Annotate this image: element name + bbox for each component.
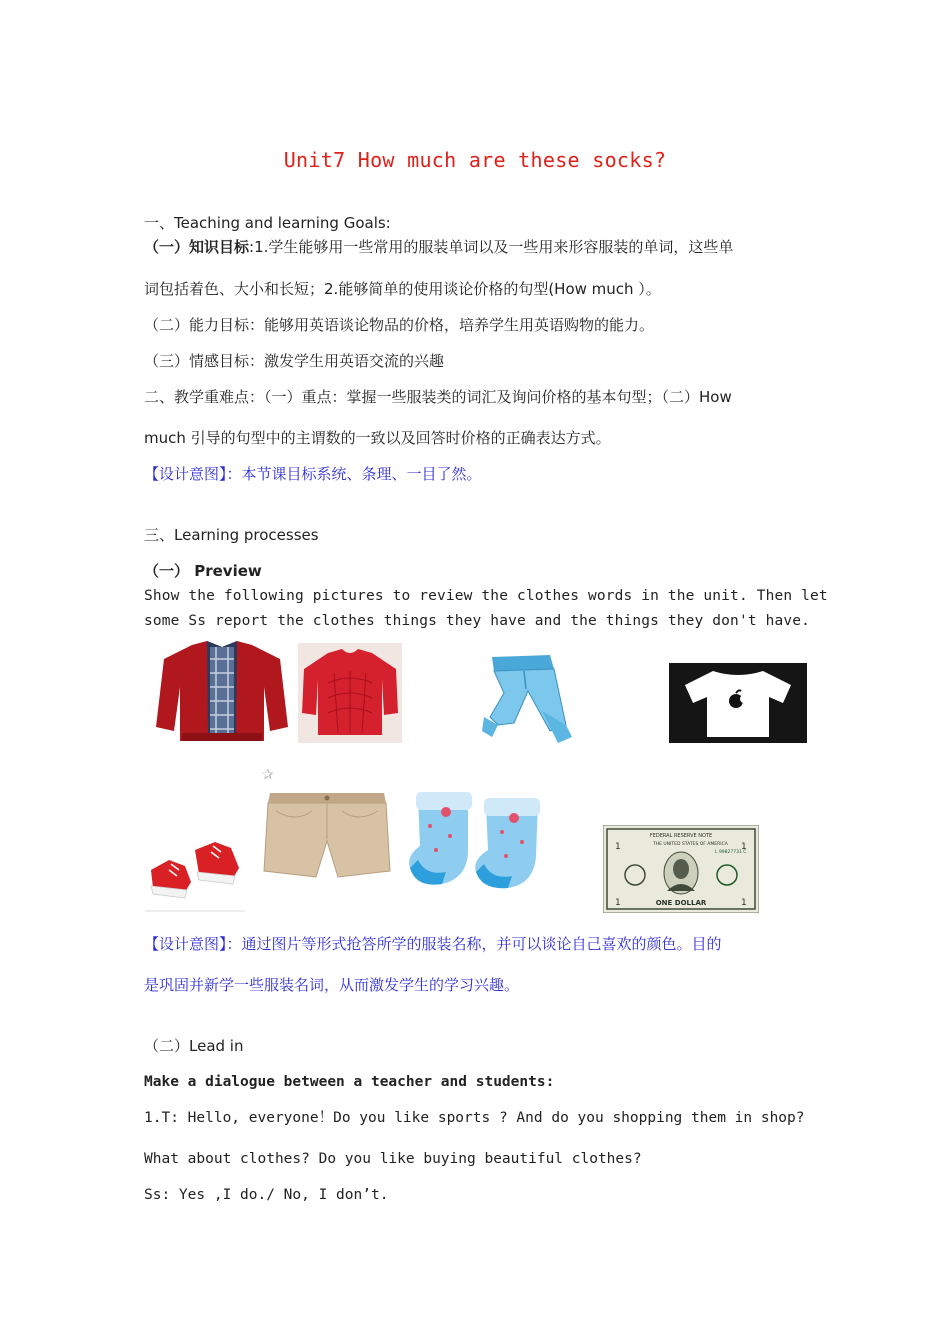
dialogue-heading: Make a dialogue between a teacher and students:: [144, 1074, 555, 1090]
design-note-2-line-2: 是巩固并新学一些服装名词，从而激发学生的学习兴趣。: [144, 976, 520, 994]
knowledge-goal-line-1: [144, 237, 814, 257]
socks-icon: [406, 786, 546, 898]
page-title: Unit7 How much are these socks?: [283, 148, 667, 172]
key-points-line-1: 二、教学重难点：（一）重点：掌握一些服装类的词汇及询问价格的基本句型；（二）How: [144, 388, 732, 406]
dialogue-line-2: What about clothes? Do you like buying beautiful clothes?: [144, 1151, 642, 1167]
leadin-label: （二）Lead in: [144, 1037, 244, 1055]
knowledge-goal-text: :1.学生能够用一些常用的服装单词以及一些用来形容服装的单词，这些单: [249, 238, 734, 256]
dollar-bill-icon: [603, 825, 759, 913]
key-points-line-2: much 引导的句型中的主谓数的一致以及回答时价格的正确表达方式。: [144, 429, 611, 447]
dollar-country-text: THE UNITED STATES OF AMERICA: [653, 842, 728, 847]
ability-goal: （二）能力目标：能够用英语谈论物品的价格，培养学生用英语购物的能力。: [144, 316, 655, 334]
dialogue-line-1: 1.T: Hello, everyone！Do you like sports ? And do you shopping them in shop?: [144, 1110, 805, 1126]
dollar-corner-num-tl: 1: [615, 842, 621, 852]
tshirt-icon: [669, 663, 807, 743]
dollar-denomination-text: ONE DOLLAR: [655, 899, 707, 907]
preview-text-line-1: Show the following pictures to review the clothes words in the unit. Then let: [144, 588, 828, 604]
svg-text:✰: ✰: [262, 767, 274, 783]
dollar-corner-num-tr: 1: [741, 842, 747, 852]
shorts-icon: [262, 789, 392, 883]
star-ornament-icon: [260, 763, 274, 785]
jacket-icon: [152, 637, 292, 745]
knowledge-goal-line-2: 词包括着色、大小和长短；2.能够简单的使用谈论价格的句型(How much ）。: [144, 280, 661, 298]
dialogue-line-3: Ss: Yes ,I do./ No, I don’t.: [144, 1187, 389, 1203]
design-note-2-line-1: 【设计意图】：通过图片等形式抢答所学的服装名称，并可以谈论自己喜欢的颜色。目的: [144, 935, 722, 953]
goals-heading: 一、Teaching and learning Goals:: [144, 214, 391, 232]
sneakers-icon: [145, 830, 245, 914]
dollar-corner-num-br: 1: [741, 898, 747, 908]
jeans-icon: [480, 651, 574, 745]
knowledge-goal-label: （一）知识目标: [144, 238, 250, 256]
design-note-1: 【设计意图】：本节课目标系统、条理、一目了然。: [144, 465, 482, 483]
preview-label: （一） Preview: [144, 562, 262, 580]
dollar-top-text: FEDERAL RESERVE NOTE: [649, 833, 713, 839]
dollar-corner-num-bl: 1: [615, 898, 621, 908]
emotion-goal: （三）情感目标：激发学生用英语交流的兴趣: [144, 352, 445, 370]
dollar-serial-text: L 99827731 C: [715, 850, 747, 855]
processes-heading: 三、Learning processes: [144, 526, 319, 544]
sweater-icon: [298, 643, 402, 743]
preview-text-line-2: some Ss report the clothes things they have and the things they don't have.: [144, 613, 810, 629]
